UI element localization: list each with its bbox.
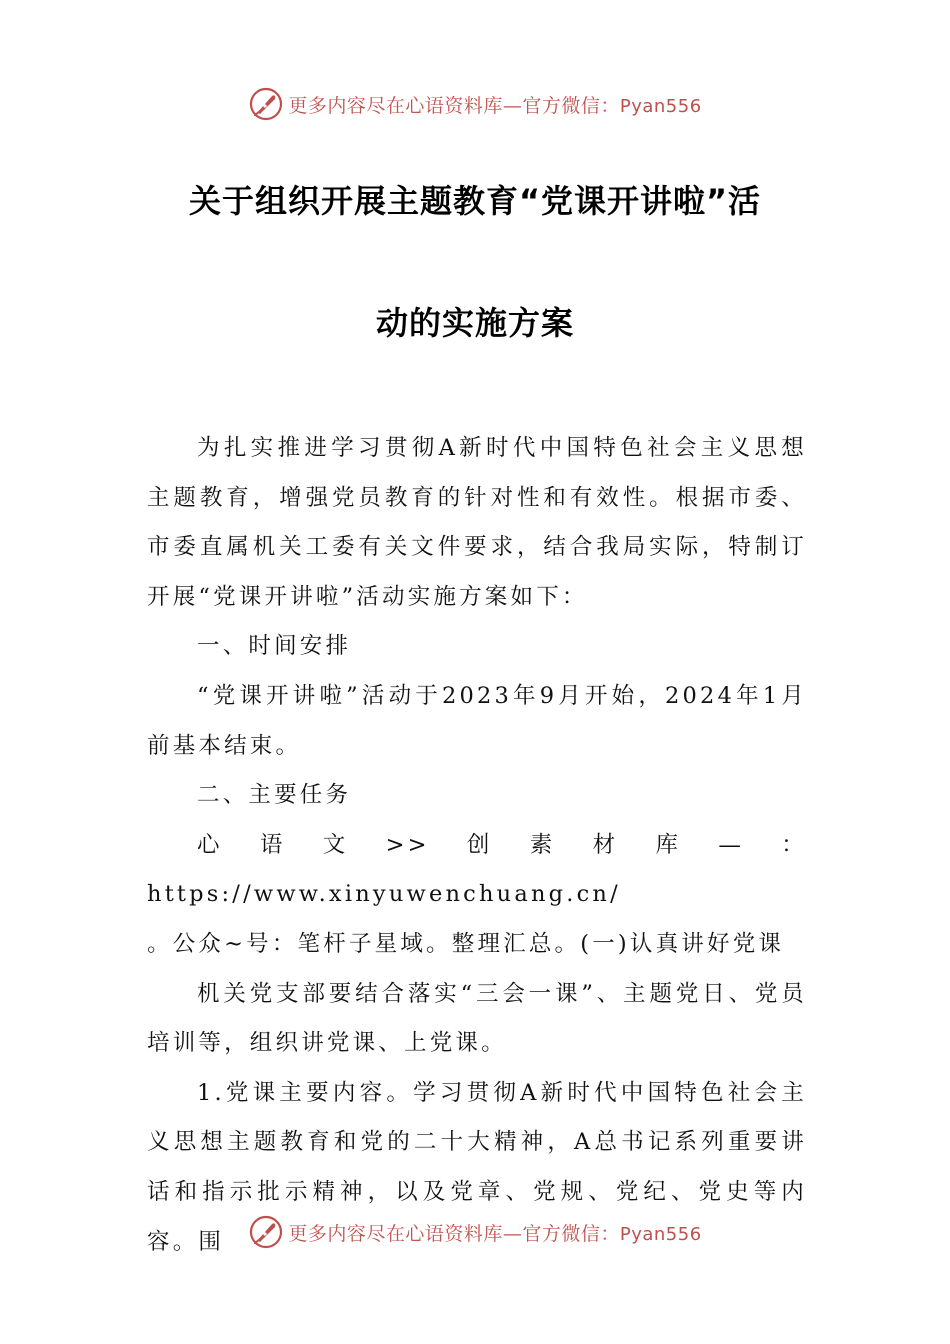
banner-text: 更多内容尽在心语资料库—官方微信：Pyan556 [288, 94, 702, 117]
quill-pen-circle-icon [248, 86, 284, 122]
paragraph-source-link: 心语文>>创素材库—：https://www.xinyuwenchuang.cn/ [147, 831, 807, 908]
wechat-id: Pyan556 [619, 1223, 702, 1245]
paragraph-lesson-content: 1.党课主要内容。学习贯彻A新时代中国特色社会主义思想主题教育和党的二十大精神，A总书记系列重要讲话和指示批示精神，以及党章、党规、党纪、党史等内容。围 [147, 1079, 807, 1255]
footer-watermark-banner [0, 1212, 950, 1252]
paragraph-source-note: 。公众~号：笔杆子星域。整理汇总。(一)认真讲好党课 [147, 930, 785, 957]
document-title-line-1: 关于组织开展主题教育“党课开讲啦”活 [188, 182, 762, 220]
header-watermark-banner [0, 84, 950, 124]
document-body [147, 424, 807, 1267]
wechat-id: Pyan556 [619, 95, 702, 117]
banner-text: 更多内容尽在心语资料库—官方微信：Pyan556 [288, 1222, 702, 1245]
paragraph-time: “党课开讲啦”活动于2023年9月开始，2024年1月前基本结束。 [147, 682, 807, 759]
quill-pen-circle-icon [248, 1214, 284, 1250]
heading-time-arrangement: 一、时间安排 [197, 633, 352, 660]
paragraph-intro: 为扎实推进学习贯彻A新时代中国特色社会主义思想主题教育，增强党员教育的针对性和有效性。根据市委、市委直属机关工委有关文件要求，结合我局实际，特制订开展“党课开讲啦”活动实施方案如下： [147, 435, 807, 610]
document-title-line-2: 动的实施方案 [375, 304, 574, 342]
heading-main-tasks: 二、主要任务 [197, 782, 352, 809]
paragraph-branch-duty: 机关党支部要结合落实“三会一课”、主题党日、党员培训等，组织讲党课、上党课。 [147, 980, 807, 1057]
